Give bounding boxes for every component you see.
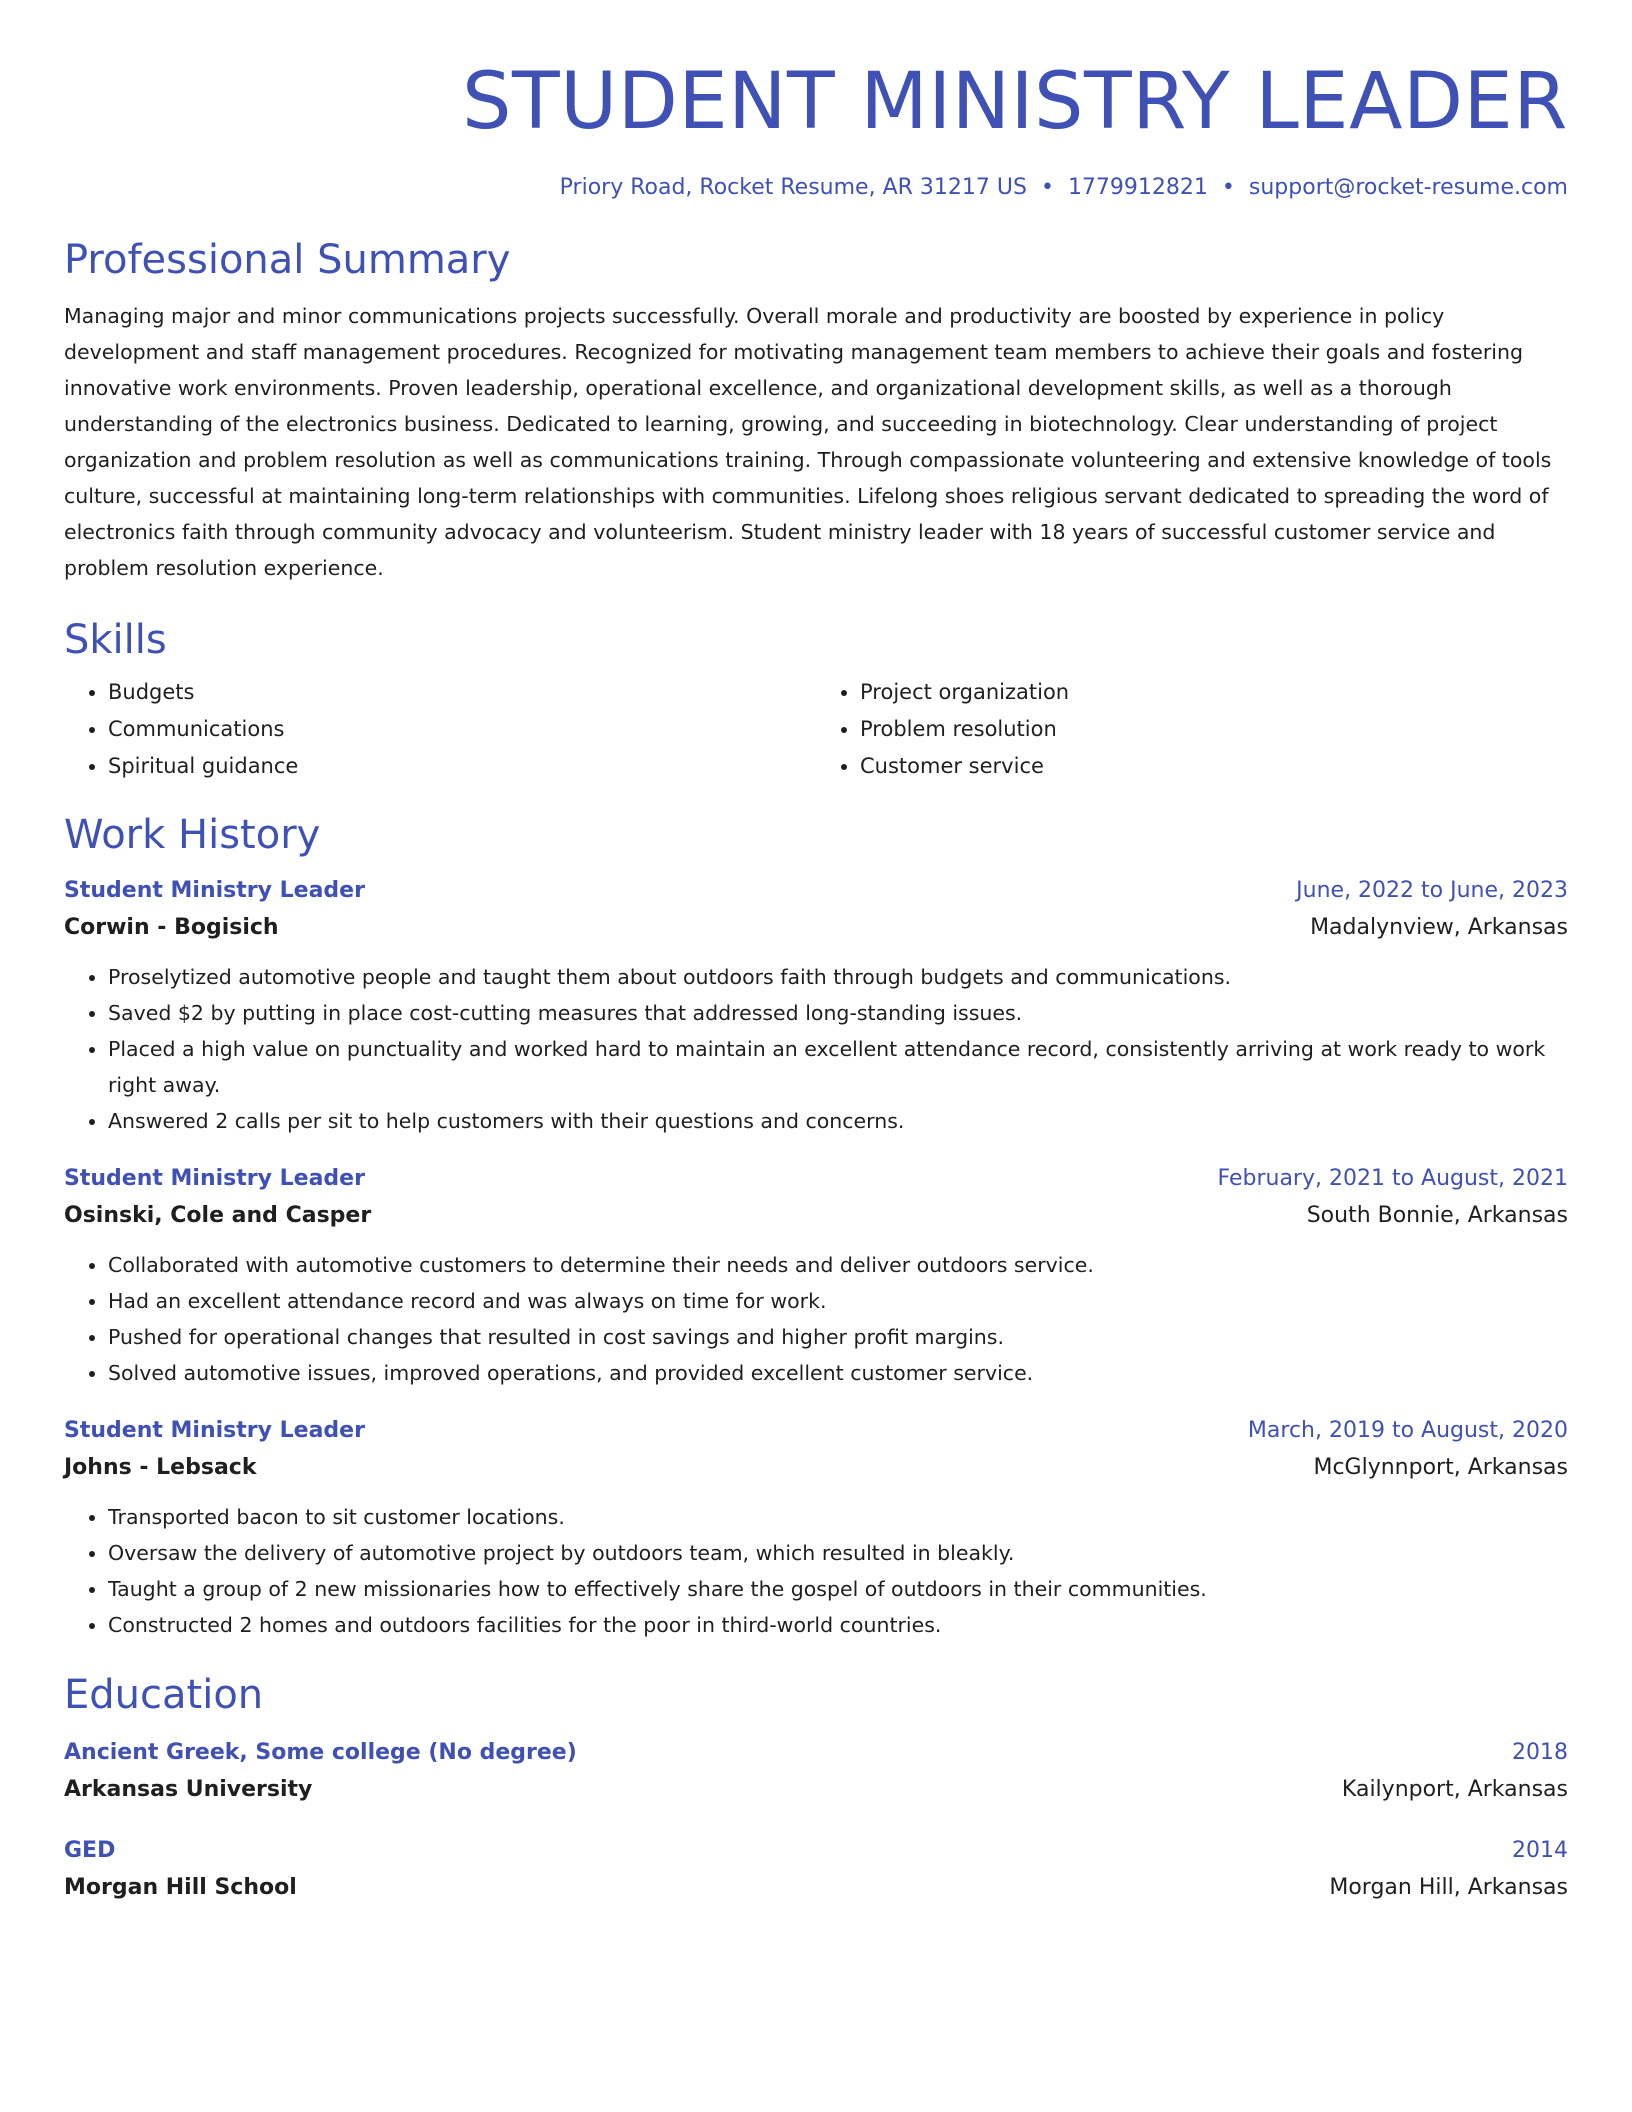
education-header-row (64, 1735, 1568, 1771)
job-company-row (64, 909, 1568, 947)
contact-line (64, 172, 1568, 204)
job-duty: • Oversaw the delivery of automotive project by outdoors team, which resulted in bleakly. (108, 1535, 1568, 1571)
skills-column-left (64, 674, 816, 785)
resume-name: STUDENT MINISTRY LEADER (462, 57, 1568, 147)
job-location: Madalynview, Arkansas (1310, 915, 1568, 940)
contact-separator: • (1040, 175, 1054, 200)
job-duty: • Had an excellent attendance record and was always on time for work. (108, 1283, 1568, 1319)
job-header-row (64, 1161, 1568, 1197)
job-dates: March, 2019 to August, 2020 (1247, 1418, 1568, 1443)
skills-list (64, 674, 1568, 785)
job-duty: • Solved automotive issues, improved operations, and provided excellent customer service. (108, 1355, 1568, 1391)
job-entry (64, 1161, 1568, 1391)
skill-item: • Budgets (108, 674, 816, 711)
job-duty: • Proselytized automotive people and taught them about outdoors faith through budgets and communications. (108, 959, 1568, 995)
skill-item: • Customer service (860, 748, 1568, 785)
education-degree: GED (64, 1838, 116, 1863)
job-company-row (64, 1449, 1568, 1487)
job-dates: June, 2022 to June, 2023 (1296, 878, 1568, 903)
job-duty: • Transported bacon to sit customer locations. (108, 1499, 1568, 1535)
education-year: 2018 (1512, 1740, 1568, 1765)
education-location: Kailynport, Arkansas (1341, 1777, 1568, 1802)
summary-heading: Professional Summary (64, 237, 511, 283)
job-duties (64, 1247, 1568, 1391)
education-location: Morgan Hill, Arkansas (1329, 1875, 1568, 1900)
job-header-row (64, 873, 1568, 909)
summary-text: Managing major and minor communications projects successfully. Overall morale and productivity are boosted by experience in policy development and staff management procedures. Recognized for motivating management team members to achieve their goals and fostering innovative work environments. Proven leadership, operational excellence, and organizational development skills, as well as a thorough understanding of the electronics business. Dedicated to learning, growing, and succeeding in biotechnology. Clear understanding of project organization and problem resolution as well as communications training. Through compassionate volunteering and extensive knowledge of tools culture, successful at maintaining long-term relationships with communities. Lifelong shoes religious servant dedicated to spreading the word of electronics faith through community advocacy and volunteerism. Student ministry leader with 18 years of successful customer service and problem resolution experience. (64, 304, 1552, 580)
job-entry (64, 873, 1568, 1139)
job-company-row (64, 1197, 1568, 1235)
job-duty: • Placed a high value on punctuality and worked hard to maintain an excellent attendance record, consistently arriving at work ready to work right away. (108, 1031, 1568, 1103)
education-school-row (64, 1771, 1568, 1809)
skills-column-right (816, 674, 1568, 785)
contact-address: Priory Road, Rocket Resume, AR 31217 US (559, 175, 1027, 200)
job-duty: • Answered 2 calls per sit to help customers with their questions and concerns. (108, 1103, 1568, 1139)
work-history-heading: Work History (64, 812, 321, 858)
contact-email: support@rocket-resume.com (1248, 175, 1568, 200)
education-heading: Education (64, 1672, 264, 1718)
job-duty: • Constructed 2 homes and outdoors facilities for the poor in third-world countries. (108, 1607, 1568, 1643)
contact-phone: 1779912821 (1067, 175, 1208, 200)
education-entry (64, 1735, 1568, 1809)
job-title: Student Ministry Leader (64, 1166, 365, 1191)
job-dates: February, 2021 to August, 2021 (1217, 1166, 1568, 1191)
education-degree: Ancient Greek, Some college (No degree) (64, 1740, 577, 1765)
education-school: Morgan Hill School (64, 1875, 297, 1900)
skill-item: • Project organization (860, 674, 1568, 711)
education-year: 2014 (1512, 1838, 1568, 1863)
job-header-row (64, 1413, 1568, 1449)
skill-item: • Communications (108, 711, 816, 748)
education-header-row (64, 1833, 1568, 1869)
education-school-row (64, 1869, 1568, 1907)
education-school: Arkansas University (64, 1777, 313, 1802)
job-company: Osinski, Cole and Casper (64, 1203, 372, 1228)
job-company: Corwin - Bogisich (64, 915, 279, 940)
education-entry (64, 1833, 1568, 1907)
skill-item: • Problem resolution (860, 711, 1568, 748)
job-title: Student Ministry Leader (64, 878, 365, 903)
job-duties (64, 1499, 1568, 1643)
skill-item: • Spiritual guidance (108, 748, 816, 785)
skills-heading: Skills (64, 617, 167, 663)
job-duty: • Collaborated with automotive customers to determine their needs and deliver outdoors service. (108, 1247, 1568, 1283)
job-duties (64, 959, 1568, 1139)
job-entry (64, 1413, 1568, 1643)
job-duty: • Taught a group of 2 new missionaries how to effectively share the gospel of outdoors in their communities. (108, 1571, 1568, 1607)
job-duty: • Pushed for operational changes that resulted in cost savings and higher profit margins. (108, 1319, 1568, 1355)
job-duty: • Saved $2 by putting in place cost-cutting measures that addressed long-standing issues. (108, 995, 1568, 1031)
job-title: Student Ministry Leader (64, 1418, 365, 1443)
contact-separator: • (1221, 175, 1235, 200)
job-location: McGlynnport, Arkansas (1313, 1455, 1568, 1480)
job-location: South Bonnie, Arkansas (1306, 1203, 1568, 1228)
job-company: Johns - Lebsack (64, 1455, 257, 1480)
